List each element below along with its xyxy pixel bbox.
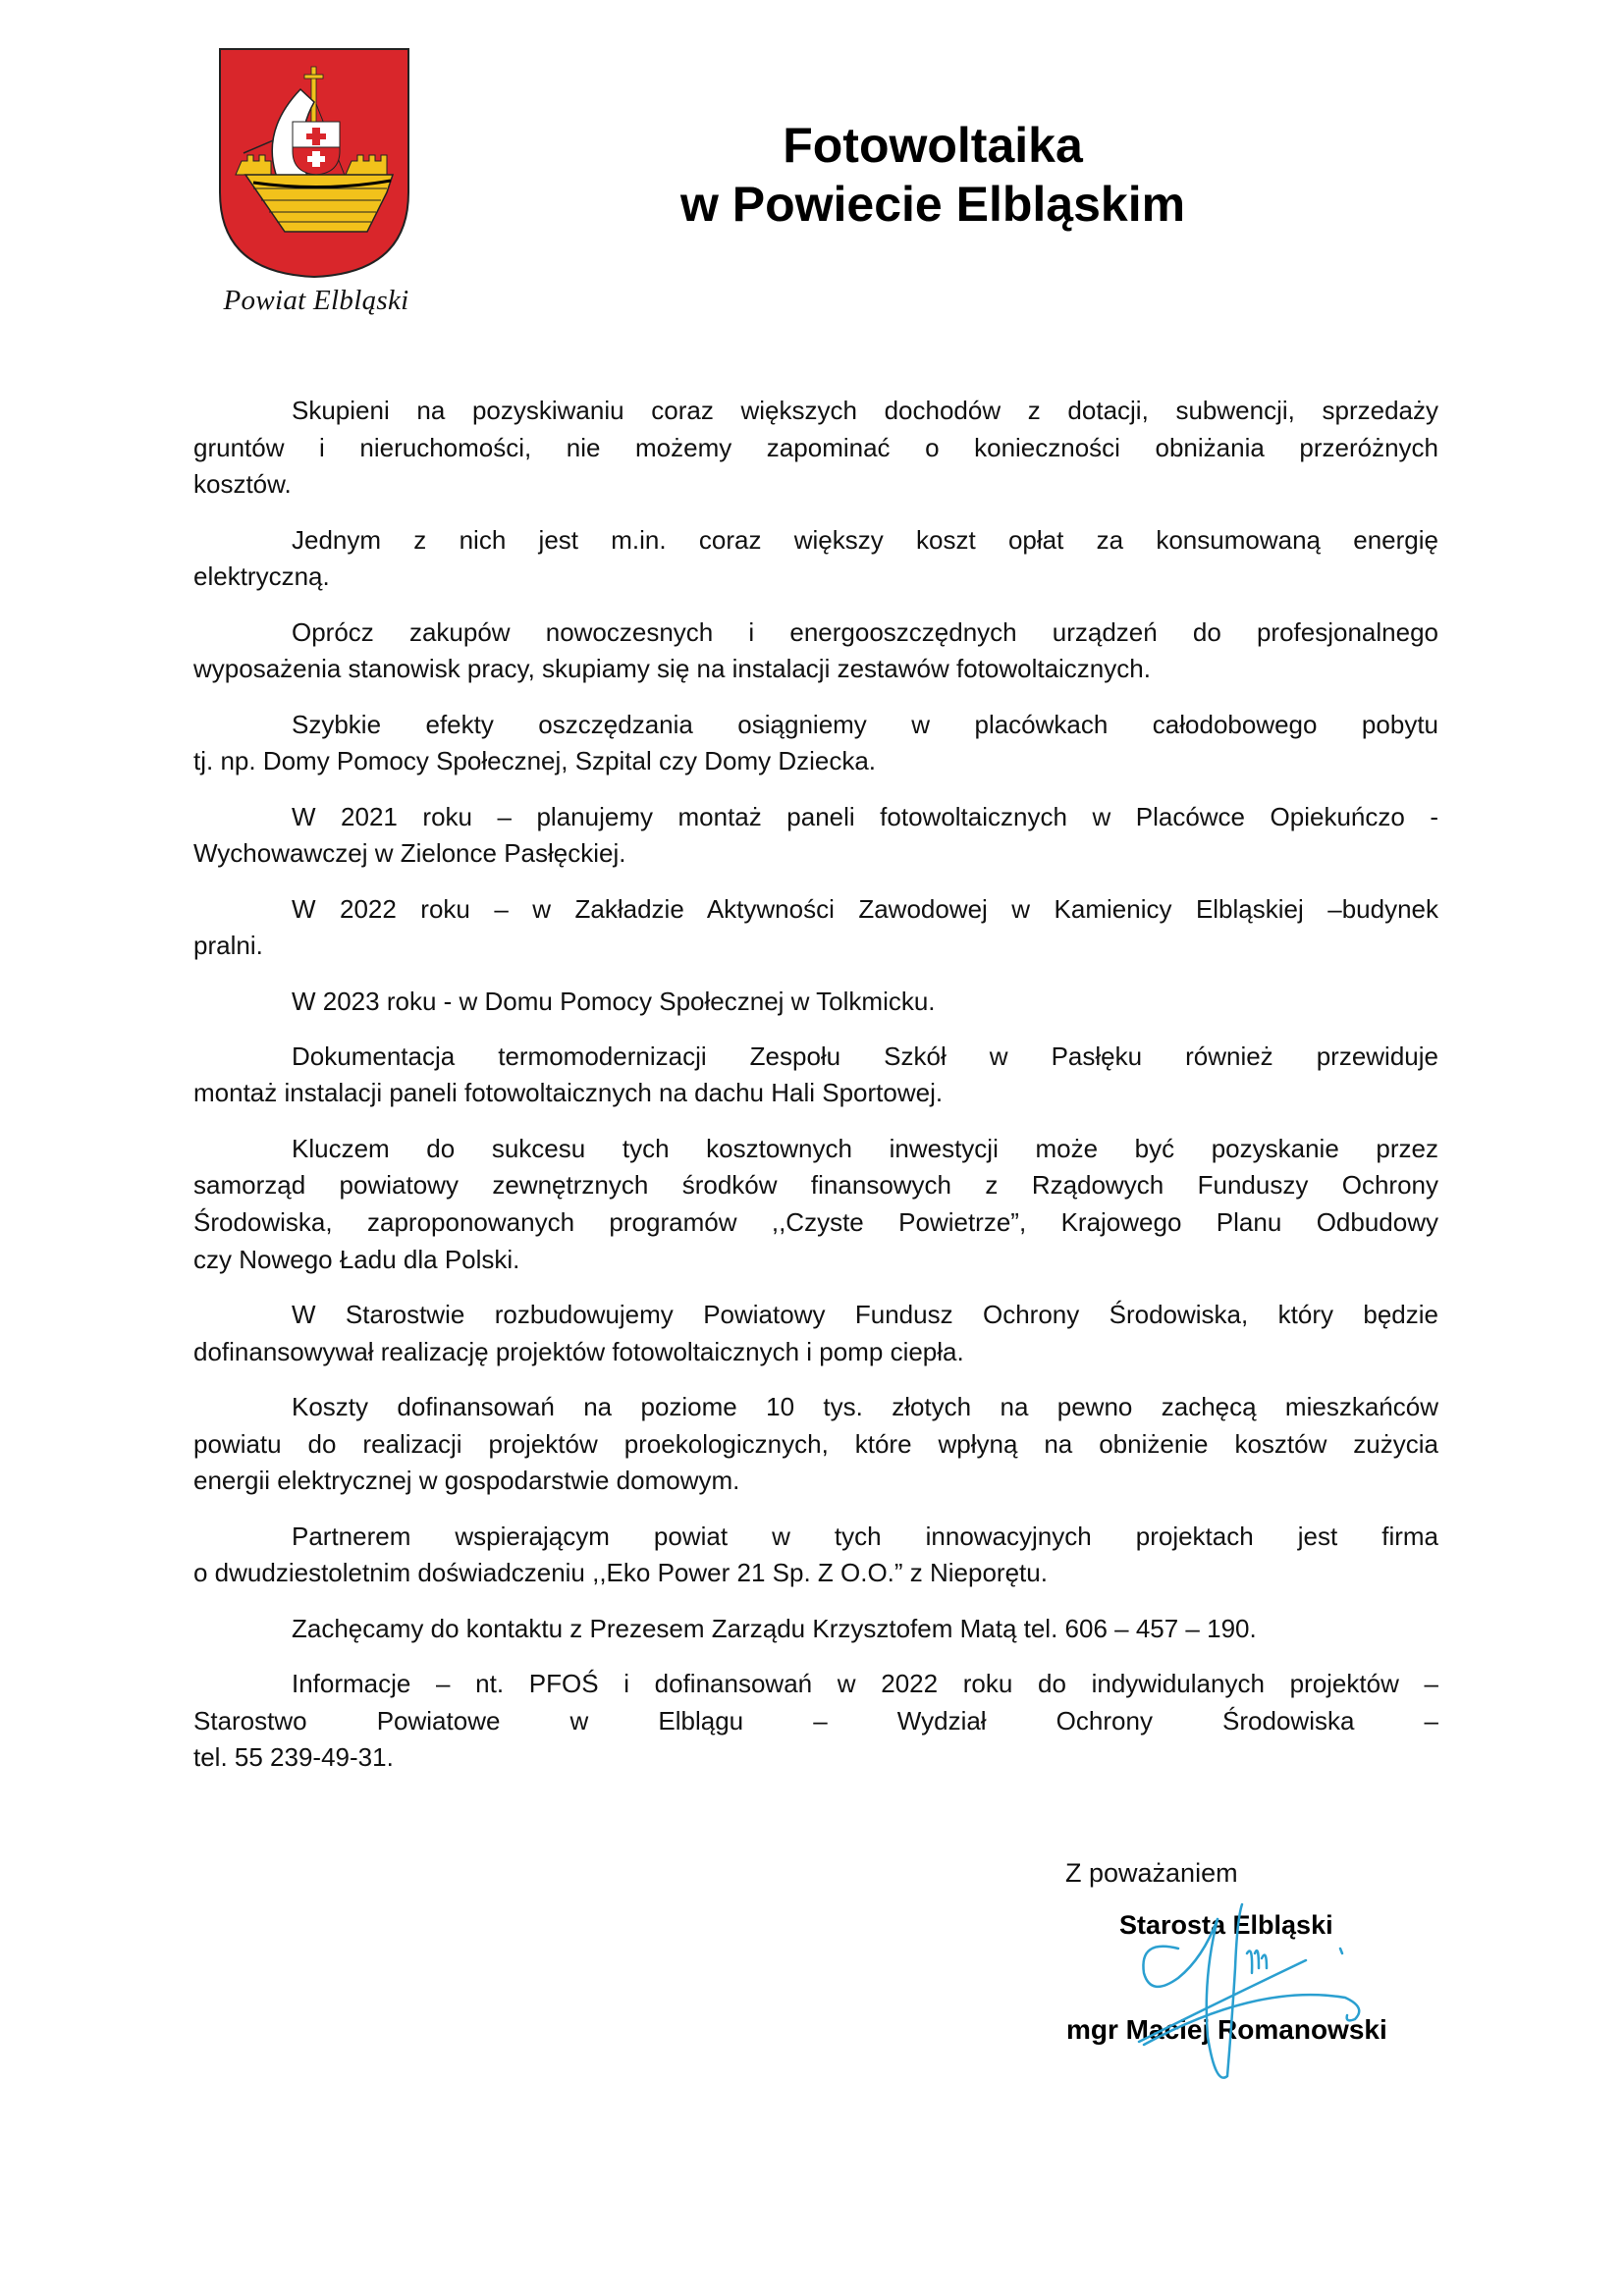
paragraph-line: powiatu do realizacji projektów proekologicznych, które wpłyną na obniżenie kosztów zużycia bbox=[193, 1428, 1438, 1459]
signature-icon bbox=[1110, 1899, 1375, 2106]
paragraph-line: Skupieni na pozyskiwaniu coraz większych dochodów z dotacji, subwencji, sprzedaży bbox=[292, 396, 1438, 425]
paragraph-line: Partnerem wspierającym powiat w tych innowacyjnych projektach jest firma bbox=[292, 1521, 1438, 1551]
paragraph bbox=[193, 393, 1438, 504]
paragraph-line: Informacje – nt. PFOŚ i dofinansowań w 2022 roku do indywidulanych projektów – bbox=[292, 1668, 1438, 1698]
paragraph bbox=[193, 1131, 1438, 1278]
paragraph-line: Oprócz zakupów nowoczesnych i energooszczędnych urządzeń do profesjonalnego bbox=[292, 616, 1438, 647]
paragraph bbox=[193, 522, 1438, 596]
paragraph-line: Dokumentacja termomodernizacji Zespołu Szkół w Pasłęku również przewiduje bbox=[292, 1041, 1438, 1071]
paragraph bbox=[193, 984, 1438, 1021]
paragraph bbox=[193, 1297, 1438, 1370]
shield-icon bbox=[214, 45, 415, 281]
paragraph-line: Koszty dofinansowań na poziome 10 tys. złotych na pewno zachęcą mieszkańców bbox=[292, 1392, 1438, 1422]
paragraph-line: gruntów i nieruchomości, nie możemy zapominać o konieczności obniżania przeróżnych bbox=[193, 432, 1438, 462]
paragraph-line: W Starostwie rozbudowujemy Powiatowy Fundusz Ochrony Środowiska, który będzie bbox=[292, 1300, 1438, 1330]
paragraph-line: Jednym z nich jest m.in. coraz większy koszt opłat za konsumowaną energię bbox=[292, 524, 1438, 555]
paragraph-line: W 2021 roku – planujemy montaż paneli fotowoltaicznych w Placówce Opiekuńczo - bbox=[292, 801, 1438, 831]
paragraph bbox=[193, 1611, 1438, 1648]
paragraph-line: W 2023 roku - w Domu Pomocy Społecznej w Tolkmicku. bbox=[292, 986, 936, 1016]
paragraph-line: tel. 55 239-49-31. bbox=[193, 1742, 394, 1773]
paragraph-line: montaż instalacji paneli fotowoltaicznych na dachu Hali Sportowej. bbox=[193, 1078, 944, 1108]
paragraph-line: Starostwo Powiatowe w Elblągu – Wydział Ochrony Środowiska – bbox=[193, 1705, 1438, 1735]
paragraph bbox=[193, 1389, 1438, 1500]
letter-body bbox=[193, 393, 1438, 1795]
paragraph bbox=[193, 707, 1438, 780]
signer-name: mgr Maciej Romanowski bbox=[1066, 2014, 1387, 2045]
title-line-1: Fotowoltaika bbox=[783, 118, 1083, 173]
paragraph bbox=[193, 799, 1438, 873]
paragraph-line: elektryczną. bbox=[193, 561, 330, 592]
paragraph bbox=[193, 1039, 1438, 1112]
paragraph-line: Zachęcamy do kontaktu z Prezesem Zarządu Krzysztofem Matą tel. 606 – 457 – 190. bbox=[292, 1613, 1257, 1643]
paragraph-line: dofinansowywał realizację projektów fotowoltaicznych i pomp ciepła. bbox=[193, 1336, 964, 1366]
logo-caption: Powiat Elbląski bbox=[223, 285, 409, 316]
paragraph bbox=[193, 1666, 1438, 1777]
paragraph bbox=[193, 891, 1438, 965]
paragraph-line: Kluczem do sukcesu tych kosztownych inwestycji może być pozyskanie przez bbox=[292, 1133, 1438, 1163]
title-line-2: w Powiecie Elbląskim bbox=[679, 177, 1186, 232]
paragraph-line: tj. np. Domy Pomocy Społecznej, Szpital czy Domy Dziecka. bbox=[193, 746, 877, 776]
closing-salutation: Z poważaniem bbox=[1065, 1858, 1238, 1888]
paragraph-line: wyposażenia stanowisk pracy, skupiamy się na instalacji zestawów fotowoltaicznych. bbox=[193, 654, 1151, 684]
paragraph-line: o dwudziestoletnim doświadczeniu ,,Eko Power 21 Sp. Z O.O.” z Nieporętu. bbox=[193, 1558, 1048, 1588]
coat-of-arms-logo bbox=[214, 45, 415, 281]
paragraph-line: kosztów. bbox=[193, 469, 292, 500]
paragraph bbox=[193, 1519, 1438, 1592]
paragraph-line: energii elektrycznej w gospodarstwie domowym. bbox=[193, 1466, 740, 1496]
paragraph-line: czy Nowego Ładu dla Polski. bbox=[193, 1244, 520, 1274]
paragraph bbox=[193, 614, 1438, 688]
page-title bbox=[589, 116, 1276, 234]
paragraph-line: Szybkie efekty oszczędzania osiągniemy w placówkach całodobowego pobytu bbox=[292, 709, 1438, 739]
signer-title: Starosta Elbląski bbox=[1119, 1910, 1333, 1940]
paragraph-line: W 2022 roku – w Zakładzie Aktywności Zawodowej w Kamienicy Elbląskiej –budynek bbox=[292, 893, 1438, 924]
paragraph-line: Środowiska, zaproponowanych programów ,,Czyste Powietrze”, Krajowego Planu Odbudowy bbox=[193, 1207, 1438, 1238]
paragraph-line: Wychowawczej w Zielonce Pasłęckiej. bbox=[193, 838, 626, 869]
handwritten-signature bbox=[1110, 1899, 1375, 2106]
paragraph-line: pralni. bbox=[193, 931, 263, 961]
paragraph-line: samorząd powiatowy zewnętrznych środków finansowych z Rządowych Funduszy Ochrony bbox=[193, 1170, 1438, 1201]
